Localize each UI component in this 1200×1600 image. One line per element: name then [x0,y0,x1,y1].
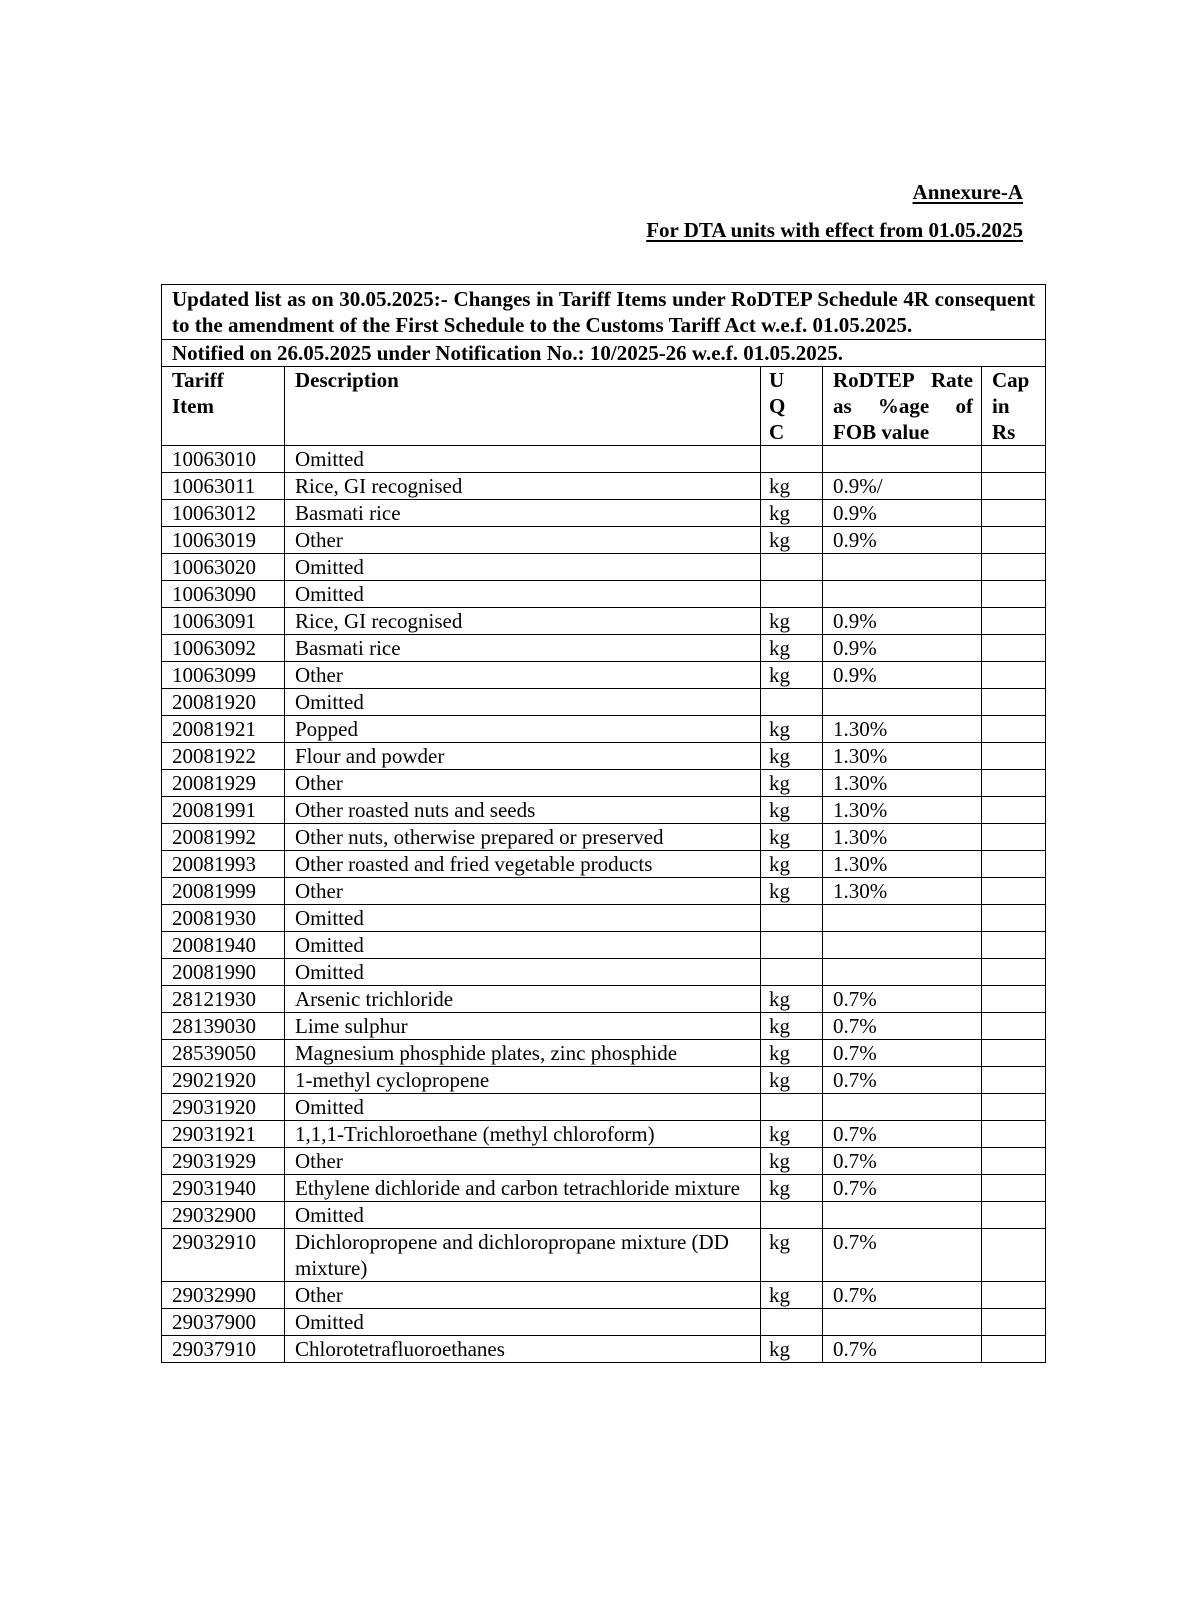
col-header-text: Cap in Rs [992,368,1030,444]
description-cell: Other roasted and fried vegetable products [285,851,761,878]
uqc-cell [761,1094,823,1121]
table-row [162,446,1046,473]
column-header-tariff-item [162,367,285,446]
description-cell: 1-methyl cyclopropene [285,1067,761,1094]
rodtep-rate-cell [823,959,982,986]
table-row [162,851,1046,878]
description-cell: Other [285,662,761,689]
cap-cell [982,878,1046,905]
rodtep-rate-cell [823,581,982,608]
rodtep-rate-cell: 0.9% [823,635,982,662]
tariff-item-cell: 10063091 [162,608,285,635]
rodtep-rate-cell: 0.7% [823,1148,982,1175]
table-row [162,743,1046,770]
cap-cell [982,1229,1046,1282]
uqc-cell [761,932,823,959]
uqc-cell: kg [761,797,823,824]
cap-cell [982,716,1046,743]
table-row [162,1094,1046,1121]
tariff-item-cell: 29031920 [162,1094,285,1121]
uqc-cell [761,959,823,986]
tariff-item-cell: 10063020 [162,554,285,581]
tariff-item-cell: 10063090 [162,581,285,608]
cap-cell [982,500,1046,527]
description-cell: Rice, GI recognised [285,608,761,635]
tariff-item-cell: 10063011 [162,473,285,500]
notification-row [162,340,1046,367]
uqc-cell: kg [761,473,823,500]
tariff-item-cell: 28539050 [162,1040,285,1067]
uqc-cell: kg [761,770,823,797]
description-cell: Basmati rice [285,635,761,662]
table-row [162,1282,1046,1309]
table-row [162,1013,1046,1040]
cap-cell [982,1175,1046,1202]
table-row [162,986,1046,1013]
table-row [162,1229,1046,1282]
tariff-item-cell: 28121930 [162,986,285,1013]
cap-cell [982,986,1046,1013]
rodtep-rate-cell: 0.7% [823,1229,982,1282]
description-cell: Other [285,1282,761,1309]
uqc-cell: kg [761,662,823,689]
table-row [162,1121,1046,1148]
uqc-cell: kg [761,500,823,527]
uqc-cell [761,446,823,473]
tariff-item-cell: 20081992 [162,824,285,851]
uqc-cell: kg [761,743,823,770]
column-header-row [162,367,1046,446]
column-header-cap [982,367,1046,446]
rodtep-rate-cell: 0.9%/ [823,473,982,500]
table-row [162,1175,1046,1202]
cap-cell [982,797,1046,824]
cap-cell [982,473,1046,500]
table-row [162,500,1046,527]
tariff-item-cell: 29031940 [162,1175,285,1202]
table-row [162,1309,1046,1336]
description-cell: Other nuts, otherwise prepared or preserved [285,824,761,851]
cap-cell [982,1121,1046,1148]
rodtep-rate-cell: 1.30% [823,770,982,797]
rodtep-rate-cell: 0.7% [823,986,982,1013]
rodtep-rate-cell: 0.9% [823,608,982,635]
description-cell: Lime sulphur [285,1013,761,1040]
table-row [162,1202,1046,1229]
table-row [162,770,1046,797]
table-row [162,608,1046,635]
rodtep-rate-cell [823,689,982,716]
uqc-cell [761,905,823,932]
description-cell: Omitted [285,1202,761,1229]
tariff-item-cell: 20081922 [162,743,285,770]
uqc-cell: kg [761,851,823,878]
annexure-title: Annexure-A [912,180,1023,204]
tariff-item-cell: 20081940 [162,932,285,959]
uqc-cell [761,1202,823,1229]
description-cell: Arsenic trichloride [285,986,761,1013]
uqc-cell: kg [761,1040,823,1067]
rodtep-rate-cell [823,1094,982,1121]
tariff-item-cell: 20081921 [162,716,285,743]
tariff-item-cell: 29037910 [162,1336,285,1363]
uqc-cell: kg [761,1336,823,1363]
uqc-cell: kg [761,1282,823,1309]
description-cell: Omitted [285,554,761,581]
uqc-cell: kg [761,1175,823,1202]
rodtep-rate-cell: 1.30% [823,878,982,905]
table-row [162,1067,1046,1094]
table-row [162,554,1046,581]
tariff-item-cell: 10063099 [162,662,285,689]
rodtep-rate-cell [823,932,982,959]
uqc-cell [761,581,823,608]
uqc-cell: kg [761,716,823,743]
description-cell: Other roasted nuts and seeds [285,797,761,824]
rodtep-rate-cell: 1.30% [823,824,982,851]
uqc-cell [761,1309,823,1336]
table-row [162,527,1046,554]
col-header-text: UQC [769,368,786,444]
cap-cell [982,446,1046,473]
description-cell: Omitted [285,581,761,608]
cap-cell [982,527,1046,554]
intro-text: Updated list as on 30.05.2025:- Changes in Tariff Items under RoDTEP Schedule 4R consequent to the amendment of the First Schedule to the Customs Tariff Act w.e.f. 01.05.2025. [162,285,1046,340]
description-cell: Other [285,770,761,797]
tariff-item-cell: 20081920 [162,689,285,716]
rodtep-rate-cell: 0.9% [823,527,982,554]
description-cell: Rice, GI recognised [285,473,761,500]
description-cell: Omitted [285,959,761,986]
uqc-cell: kg [761,527,823,554]
cap-cell [982,1067,1046,1094]
table-row [162,959,1046,986]
rodtep-rate-cell: 0.7% [823,1175,982,1202]
uqc-cell [761,689,823,716]
column-header-uqc [761,367,823,446]
rodtep-rate-cell: 0.7% [823,1013,982,1040]
table-row [162,824,1046,851]
table-row [162,662,1046,689]
uqc-cell: kg [761,986,823,1013]
rodtep-rate-cell: 1.30% [823,797,982,824]
tariff-item-cell: 28139030 [162,1013,285,1040]
rodtep-rate-cell: 0.7% [823,1282,982,1309]
description-cell: Popped [285,716,761,743]
description-cell: Other [285,1148,761,1175]
notification-text: Notified on 26.05.2025 under Notification No.: 10/2025-26 w.e.f. 01.05.2025. [162,340,1046,367]
uqc-cell: kg [761,1013,823,1040]
table-row [162,581,1046,608]
description-cell: Other [285,527,761,554]
tariff-item-cell: 29031921 [162,1121,285,1148]
cap-cell [982,770,1046,797]
uqc-cell: kg [761,824,823,851]
table-row [162,797,1046,824]
uqc-cell: kg [761,635,823,662]
cap-cell [982,1040,1046,1067]
cap-cell [982,635,1046,662]
rodtep-rate-cell [823,554,982,581]
intro-row [162,285,1046,340]
col-header-text: Tariff Item [172,368,224,418]
cap-cell [982,932,1046,959]
table-row [162,905,1046,932]
rodtep-rate-cell: 0.9% [823,500,982,527]
description-cell: Dichloropropene and dichloropropane mixture (DD mixture) [285,1229,761,1282]
tariff-item-cell: 20081929 [162,770,285,797]
tariff-item-cell: 20081999 [162,878,285,905]
rodtep-rate-cell [823,1202,982,1229]
tariff-item-cell: 10063092 [162,635,285,662]
cap-cell [982,1013,1046,1040]
rodtep-rate-cell: 0.9% [823,662,982,689]
tariff-item-cell: 29032910 [162,1229,285,1282]
table-row [162,689,1046,716]
rodtep-rate-cell [823,905,982,932]
rodtep-rate-cell [823,446,982,473]
cap-cell [982,1148,1046,1175]
description-cell: Omitted [285,446,761,473]
column-header-description: Description [285,367,761,446]
uqc-cell: kg [761,608,823,635]
cap-cell [982,554,1046,581]
cap-cell [982,1282,1046,1309]
tariff-item-cell: 29021920 [162,1067,285,1094]
cap-cell [982,689,1046,716]
column-header-rate: RoDTEP Rate as %age of FOB value [823,367,982,446]
description-cell: Omitted [285,932,761,959]
description-cell: Magnesium phosphide plates, zinc phosphide [285,1040,761,1067]
tariff-item-cell: 20081990 [162,959,285,986]
tariff-item-cell: 20081991 [162,797,285,824]
cap-cell [982,662,1046,689]
rodtep-rate-cell: 0.7% [823,1121,982,1148]
cap-cell [982,608,1046,635]
description-cell: Omitted [285,1309,761,1336]
tariff-item-cell: 29032990 [162,1282,285,1309]
rodtep-rate-cell: 1.30% [823,716,982,743]
rodtep-rate-cell: 0.7% [823,1067,982,1094]
cap-cell [982,1094,1046,1121]
tariff-item-cell: 10063012 [162,500,285,527]
description-cell: Chlorotetrafluoroethanes [285,1336,761,1363]
uqc-cell: kg [761,1229,823,1282]
table-row [162,473,1046,500]
cap-cell [982,581,1046,608]
tariff-table [161,284,1046,1363]
description-cell: Omitted [285,689,761,716]
table-row [162,878,1046,905]
tariff-item-cell: 10063019 [162,527,285,554]
description-cell: Basmati rice [285,500,761,527]
description-cell: Flour and powder [285,743,761,770]
description-cell: 1,1,1-Trichloroethane (methyl chloroform) [285,1121,761,1148]
description-cell: Omitted [285,905,761,932]
annexure-subtitle: For DTA units with effect from 01.05.2025 [646,218,1023,242]
cap-cell [982,905,1046,932]
tariff-item-cell: 20081930 [162,905,285,932]
cap-cell [982,743,1046,770]
tariff-item-cell: 29031929 [162,1148,285,1175]
description-cell: Other [285,878,761,905]
table-row [162,635,1046,662]
tariff-item-cell: 29037900 [162,1309,285,1336]
rodtep-rate-cell: 1.30% [823,851,982,878]
tariff-item-cell: 10063010 [162,446,285,473]
rodtep-rate-cell [823,1309,982,1336]
uqc-cell: kg [761,878,823,905]
table-row [162,1040,1046,1067]
tariff-item-cell: 29032900 [162,1202,285,1229]
rodtep-rate-cell: 0.7% [823,1040,982,1067]
uqc-cell [761,554,823,581]
rodtep-rate-cell: 1.30% [823,743,982,770]
cap-cell [982,959,1046,986]
cap-cell [982,851,1046,878]
description-cell: Omitted [285,1094,761,1121]
cap-cell [982,1309,1046,1336]
rodtep-rate-cell: 0.7% [823,1336,982,1363]
cap-cell [982,824,1046,851]
uqc-cell: kg [761,1121,823,1148]
uqc-cell: kg [761,1067,823,1094]
cap-cell [982,1202,1046,1229]
table-row [162,1148,1046,1175]
table-row [162,716,1046,743]
description-cell: Ethylene dichloride and carbon tetrachloride mixture [285,1175,761,1202]
cap-cell [982,1336,1046,1363]
uqc-cell: kg [761,1148,823,1175]
table-row [162,1336,1046,1363]
tariff-item-cell: 20081993 [162,851,285,878]
table-row [162,932,1046,959]
